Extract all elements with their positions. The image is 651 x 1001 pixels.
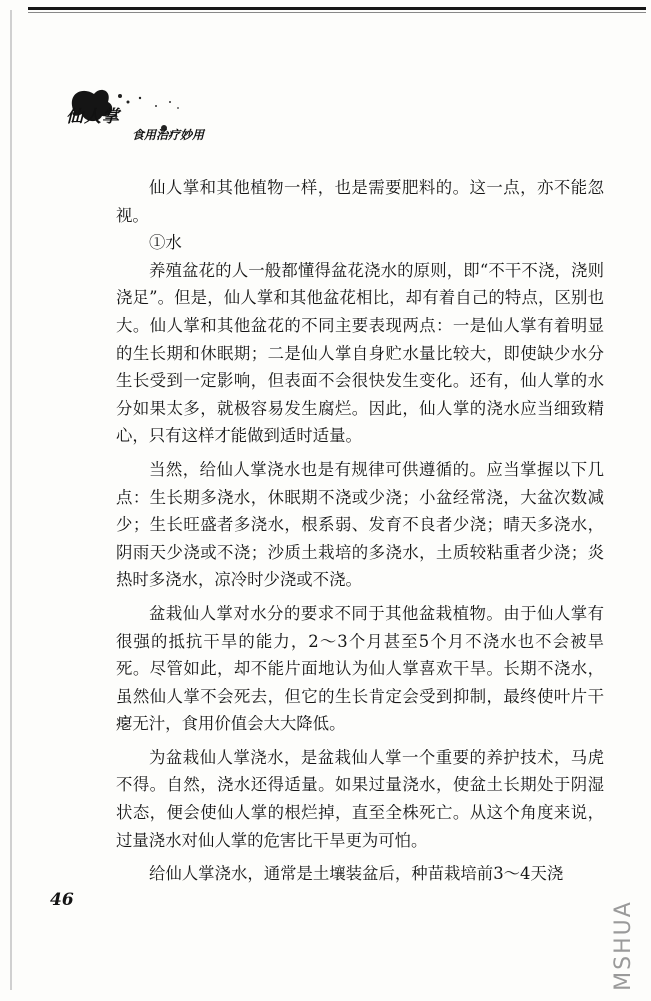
header-logo [60,84,260,144]
page-edge [10,10,12,990]
paragraph: 养殖盆花的人一般都懂得盆花浇水的原则，即“不干不浇，浇则浇足”。但是，仙人掌和其他盆花相比，却有着自己的特点，区别也大。仙人掌和其他盆花的不同主要表现两点：一是仙人掌有着明显的生长期和休眠期；二是仙人掌自身贮水量比较大，即使缺少水分生长受到一定影响，但表面不会很快发生变化。还有，仙人掌的水分如果太多，就极容易发生腐烂。因此，仙人掌的浇水应当细致精心，只有这样才能做到适时适量。 [116,260,604,446]
watermark [606,900,640,990]
watermark-text: MSHUA [610,899,636,991]
paragraph: 盆栽仙人掌对水分的要求不同于其他盆栽植物。由于仙人掌有很强的抵抗干旱的能力，2～3个月甚至5个月不浇水也不会被旱死。尽管如此，却不能片面地认为仙人掌喜欢干旱。长期不浇水，虽然仙人掌不会死去，但它的生长肯定会受到抑制，最终使叶片干瘪无汁，食用价值会大大降低。 [116,603,604,734]
section-heading-water: ①水 [149,233,182,253]
body-text [116,174,604,888]
page-number: 46 [50,890,74,910]
top-rule [28,7,646,10]
paragraph: 为盆栽仙人掌浇水，是盆栽仙人掌一个重要的养护技术，马虎不得。自然，浇水还得适量。如果过量浇水，使盆土长期处于阴湿状态，便会使仙人掌的根烂掉，直至全株死亡。从这个角度来说，过量浇水对仙人掌的危害比干旱更为可怕。 [116,747,604,850]
logo-subtitle: 食用治疗妙用 [132,128,205,142]
paragraph: 给仙人掌浇水，通常是土壤装盆后，种苗栽培前3～4天浇 [149,864,564,884]
paragraph: 仙人掌和其他植物一样，也是需要肥料的。这一点，亦不能忽视。 [116,178,604,225]
paragraph: 当然，给仙人掌浇水也是有规律可供遵循的。应当掌握以下几点：生长期多浇水，休眠期不浇或少浇；小盆经常浇，大盆次数减少；生长旺盛者多浇水，根系弱、发育不良者少浇；晴天多浇水，阴雨天少浇或不浇；沙质土栽培的多浇水，土质较粘重者少浇；炎热时多浇水，凉冷时少浇或不浇。 [116,459,604,590]
logo-title: 仙人掌 [66,107,120,127]
top-rule-thin [28,12,646,13]
